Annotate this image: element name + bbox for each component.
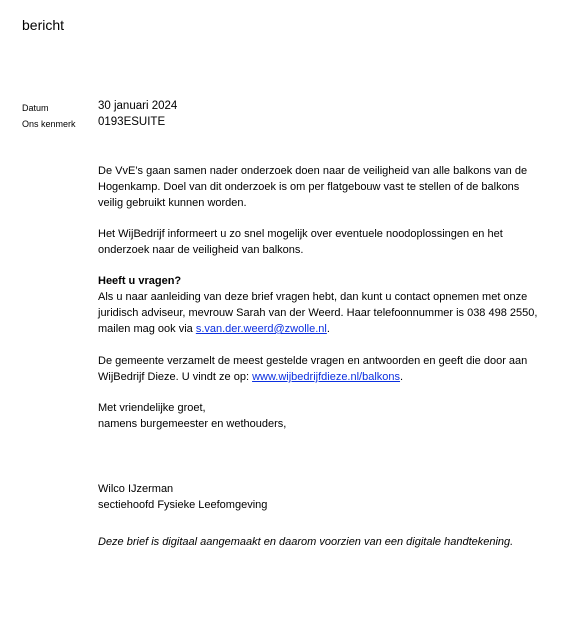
paragraph-info [98,226,538,258]
signer-name: Wilco IJzerman [98,483,174,495]
paragraph-info-text: Het WijBedrijf informeert u zo snel mogelijk over eventuele noodoplossingen en het onderzoek naar de veiligheid van balkons. [98,228,503,256]
email-link[interactable]: s.van.der.weerd@zwolle.nl [195,323,327,335]
questions-paragraph [98,289,538,337]
kenmerk-value: 0193ESUITE [98,116,166,128]
website-link[interactable]: www.wijbedrijfdieze.nl/balkons [252,371,401,383]
paragraph-intro [98,163,538,211]
website-end: . [400,371,404,383]
closing-line-1: Met vriendelijke groet, [98,402,206,414]
digital-note-text: Deze brief is digitaal aangemaakt en daarom voorzien van een digitale handtekening. [98,536,514,548]
questions-text: Als u naar aanleiding van deze brief vragen hebt, dan kunt u contact opnemen met onze juridisch adviseur, mevrouw Sarah van der Weerd. Haar telefoonnummer is 038 498 2550, mailen mag ook via [98,291,538,335]
digital-note [98,534,558,550]
paragraph-intro-text: De VvE’s gaan samen nader onderzoek doen naar de veiligheid van alle balkons van de Hogenkamp. Doel van dit onderzoek is om per flatgebouw vast te stellen of de balkons veilig gebruikt kunnen worden. [98,165,528,209]
datum-label: Datum [22,103,49,113]
closing [98,400,538,432]
datum-value: 30 januari 2024 [98,100,178,112]
signature [98,481,538,513]
paragraph-website [98,353,538,385]
questions-heading: Heeft u vragen? [98,275,182,287]
paragraph-website-text [98,353,538,385]
letter-title: bericht [22,17,65,33]
website-text: De gemeente verzamelt de meest gestelde vragen en antwoorden en geeft die door aan WijBedrijf Dieze. U vindt ze op: [98,355,528,383]
closing-line-2: namens burgemeester en wethouders, [98,418,287,430]
questions-section [98,273,538,337]
kenmerk-label: Ons kenmerk [22,119,76,129]
questions-end: . [326,323,330,335]
signer-title: sectiehoofd Fysieke Leefomgeving [98,499,268,511]
